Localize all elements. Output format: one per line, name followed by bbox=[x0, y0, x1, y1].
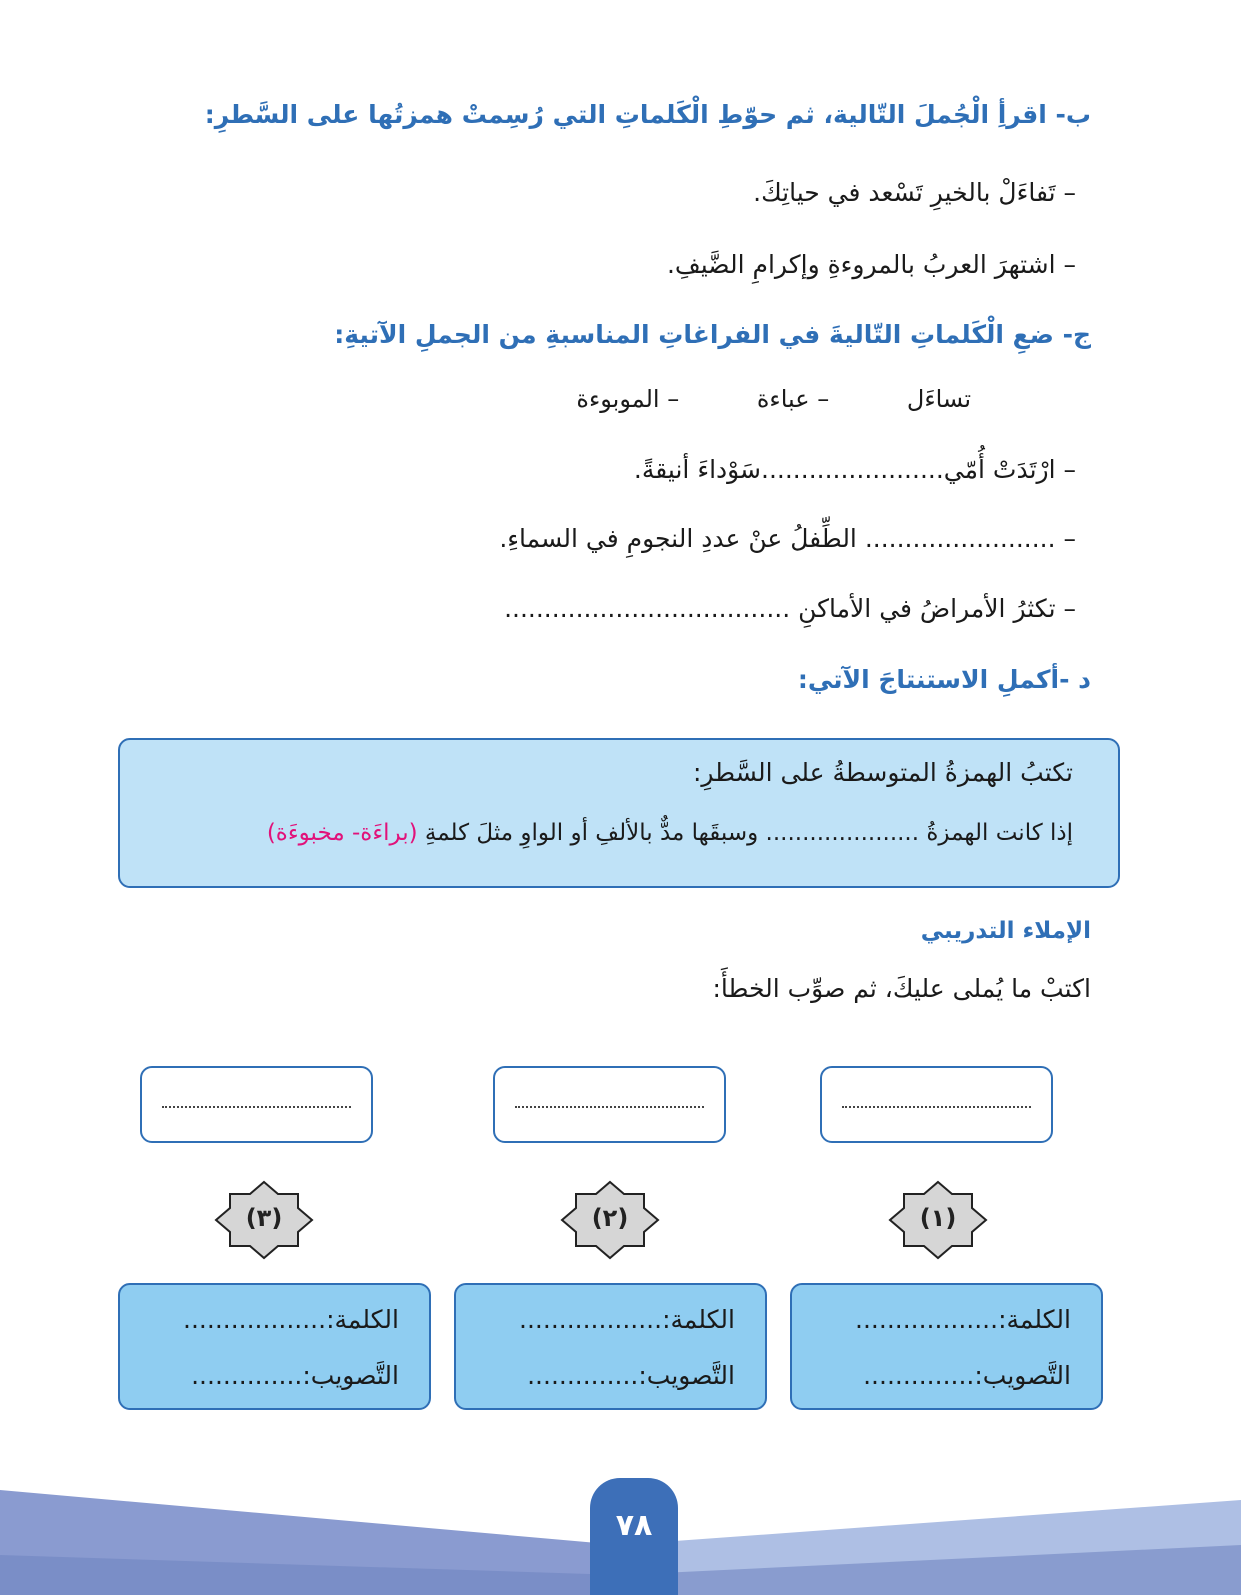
dotted-line bbox=[842, 1106, 1031, 1108]
section-c-sentence-1: – ارْتَدَتْ أُمّي.......................سَوْداءَ أنيقةً. bbox=[633, 455, 1076, 484]
badge-number: (٢) bbox=[591, 1204, 629, 1232]
dotted-line bbox=[162, 1106, 351, 1108]
section-c-sentence-2: – ........................ الطِّفلُ عنْ عددِ النجومِ في السماءِ. bbox=[499, 524, 1076, 553]
correction-label[interactable]: التَّصويب:.............. bbox=[863, 1361, 1071, 1390]
conclusion-example: (براءَة- مخبوءَة) bbox=[266, 820, 418, 846]
conclusion-box bbox=[118, 738, 1120, 888]
dotted-line bbox=[515, 1106, 704, 1108]
number-badge-2 bbox=[560, 1180, 660, 1260]
conclusion-sentence: إذا كانت الهمزةُ ..................... وسبقَها مدٌّ بالألفِ أو الواوِ مثلَ كلمةِ bbox=[424, 820, 1073, 846]
badge-number: (١) bbox=[919, 1204, 957, 1232]
number-badge-3 bbox=[214, 1180, 314, 1260]
correction-label[interactable]: التَّصويب:.............. bbox=[527, 1361, 735, 1390]
write-box-2[interactable] bbox=[493, 1066, 726, 1143]
dictation-title: الإملاء التدريبي bbox=[920, 918, 1091, 944]
number-badge-1 bbox=[888, 1180, 988, 1260]
answer-box-1 bbox=[790, 1283, 1103, 1410]
page-number: ٧٨ bbox=[615, 1508, 653, 1543]
page-number-tab bbox=[590, 1478, 678, 1595]
section-b-sentence-1: – تَفاءَلْ بالخيرِ تَسْعد في حياتِكَ. bbox=[753, 178, 1076, 207]
write-box-3[interactable] bbox=[140, 1066, 373, 1143]
answer-box-3 bbox=[118, 1283, 431, 1410]
conclusion-text bbox=[267, 820, 1073, 846]
section-b-heading: ب- اقرأِ الْجُملَ التّالية، ثم حوّطِ الْكَلماتِ التي رُسِمتْ همزتُها على السَّطرِ: bbox=[204, 100, 1091, 129]
section-c-sentence-3: – تكثرُ الأمراضُ في الأماكنِ .................................... bbox=[504, 594, 1076, 623]
correction-label[interactable]: التَّصويب:.............. bbox=[191, 1361, 399, 1390]
word-bank bbox=[506, 385, 971, 413]
word-label[interactable]: الكلمة:.................. bbox=[519, 1305, 735, 1334]
word-bank-item: – عباءة bbox=[756, 385, 830, 413]
conclusion-title: تكتبُ الهمزةُ المتوسطةُ على السَّطرِ: bbox=[692, 758, 1073, 787]
section-d-heading: د -أكملِ الاستنتاجَ الآتي: bbox=[797, 665, 1091, 694]
section-c-heading: ج- ضعِ الْكَلماتِ التّاليةَ في الفراغاتِ المناسبةِ من الجملِ الآتيةِ: bbox=[334, 320, 1091, 349]
section-b-sentence-2: – اشتهرَ العربُ بالمروءةِ وإكرامِ الضَّيفِ. bbox=[666, 250, 1076, 279]
word-bank-item: – الموبوءة bbox=[576, 385, 680, 413]
word-label[interactable]: الكلمة:.................. bbox=[855, 1305, 1071, 1334]
badge-number: (٣) bbox=[245, 1204, 283, 1232]
word-label[interactable]: الكلمة:.................. bbox=[183, 1305, 399, 1334]
write-box-1[interactable] bbox=[820, 1066, 1053, 1143]
answer-box-2 bbox=[454, 1283, 767, 1410]
word-bank-item: تساءَل bbox=[906, 385, 971, 413]
dictation-instruction: اكتبْ ما يُملى عليكَ، ثم صوِّب الخطأَ: bbox=[712, 974, 1091, 1003]
